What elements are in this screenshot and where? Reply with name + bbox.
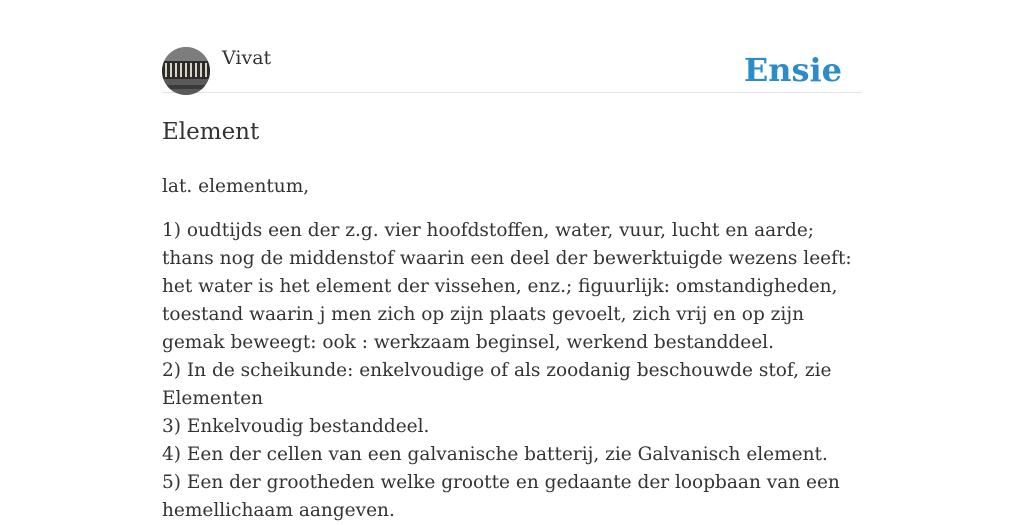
page-container bbox=[162, 0, 862, 525]
definition-item-5: 5) Een der grootheden welke grootte en gedaante der loopbaan van een hemellichaam aangeven. bbox=[162, 472, 840, 521]
typewriter-keys-image bbox=[162, 47, 210, 95]
page-header bbox=[162, 0, 862, 93]
definition-item-2: 2) In de scheikunde: enkelvoudige of als zoodanig beschouwde stof, zie Elementen bbox=[162, 360, 832, 409]
definition-list bbox=[162, 217, 862, 525]
page-title: Element bbox=[162, 119, 260, 145]
definition-item-4: 4) Een der cellen van een galvanische batterij, zie Galvanisch element. bbox=[162, 444, 828, 465]
definition-item-3: 3) Enkelvoudig bestanddeel. bbox=[162, 416, 430, 437]
definition-item-1: 1) oudtijds een der z.g. vier hoofdstoffen, water, vuur, lucht en aarde; thans nog de middenstof waarin een deel der bewerktuigde wezens leeft: het water is het element der vissehen, enz.; figuurlijk: omstandigheden, toestand waarin j men zich op zijn plaats gevoelt, zich vrij en op zijn gemak beweegt: ook : werkzaam beginsel, werkend bestanddeel. bbox=[162, 220, 852, 353]
etymology: lat. elementum, bbox=[162, 176, 310, 197]
author-name[interactable]: Vivat bbox=[222, 47, 272, 69]
author-avatar[interactable] bbox=[162, 47, 210, 95]
brand-logo[interactable]: Ensie bbox=[743, 51, 842, 89]
